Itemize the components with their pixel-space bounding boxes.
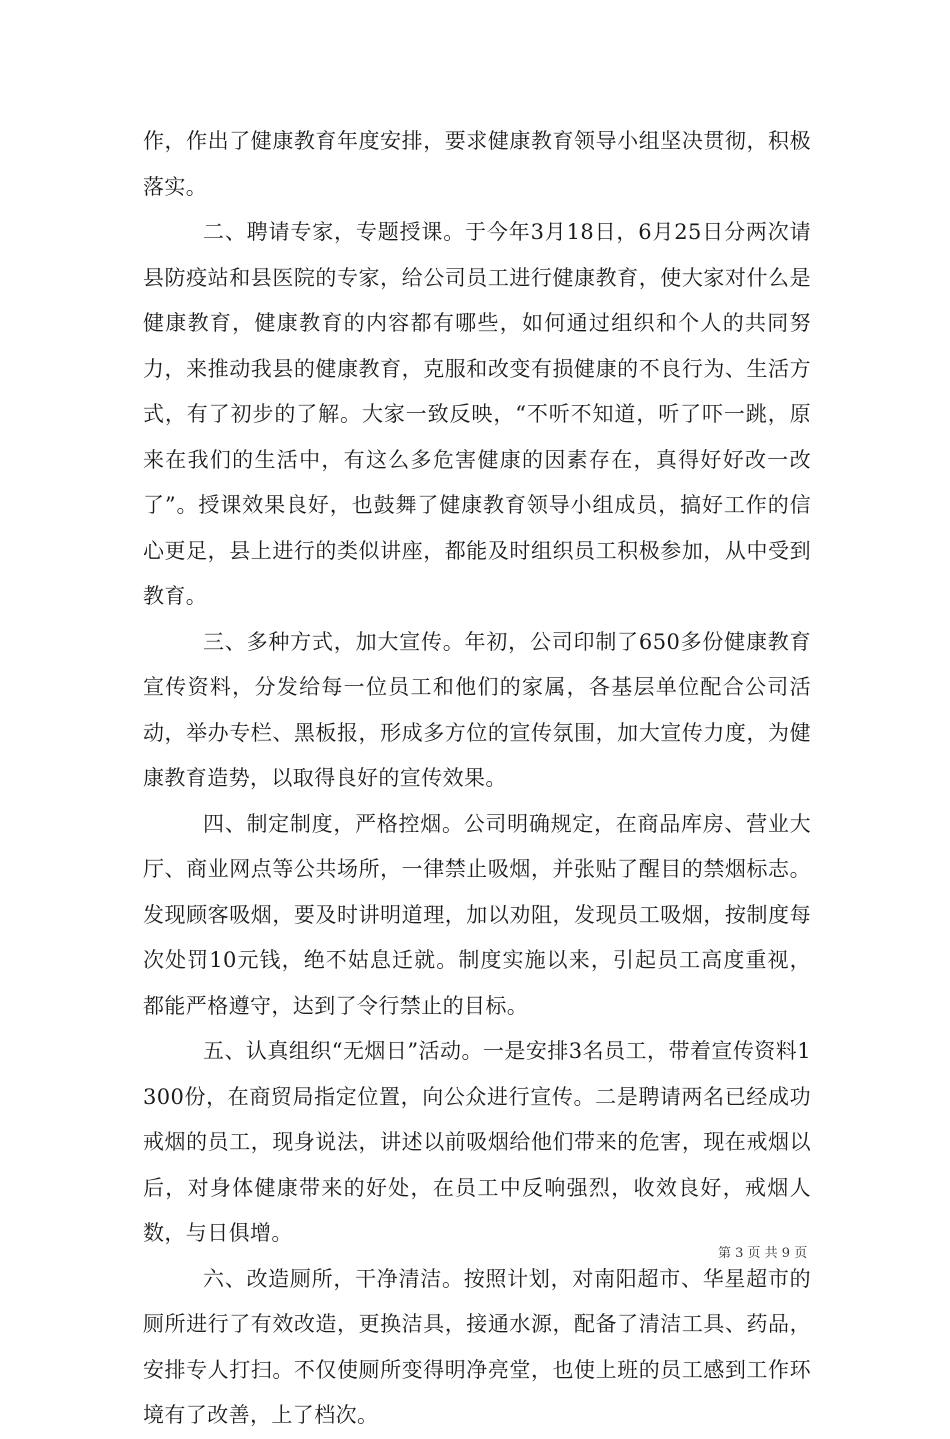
paragraph-section-5: 五、认真组织“无烟日”活动。一是安排3名员工，带着宣传资料1300份，在商贸局指定位置，向公众进行宣传。二是聘请两名已经成功戒烟的员工，现身说法，讲述以前吸烟给他们带来的危害，现在戒烟以后，对身体健康带来的好处，在员工中反响强烈，收效良好，戒烟人数，与日俱增。: [143, 1039, 811, 1245]
paragraph-section-2: 二、聘请专家，专题授课。于今年3月18日，6月25日分两次请县防疫站和县医院的专家，给公司员工进行健康教育，使大家对什么是健康教育，健康教育的内容都有哪些，如何通过组织和个人的共同努力，来推动我县的健康教育，克服和改变有损健康的不良行为、生活方式，有了初步的了解。大家一致反映，“不听不知道，听了吓一跳，原来在我们的生活中，有这么多危害健康的因素存在，真得好好改一改了”。授课效果良好，也鼓舞了健康教育领导小组成员，搞好工作的信心更足，县上进行的类似讲座，都能及时组织员工积极参加，从中受到教育。: [143, 220, 811, 608]
paragraph-section-4: 四、制定制度，严格控烟。公司明确规定，在商品库房、营业大厅、商业网点等公共场所，一律禁止吸烟，并张贴了醒目的禁烟标志。发现顾客吸烟，要及时讲明道理，加以劝阻，发现员工吸烟，按制度每次处罚10元钱，绝不姑息迁就。制度实施以来，引起员工高度重视，都能严格遵守，达到了令行禁止的目标。: [143, 811, 811, 1018]
page-number-footer: 第 3 页 共 9 页: [718, 1246, 808, 1261]
document-body: [143, 119, 811, 1439]
paragraph-section-6: 六、改造厕所，干净清洁。按照计划，对南阳超市、华星超市的厕所进行了有效改造，更换洁具，接通水源，配备了清洁工具、药品，安排专人打扫。不仅使厕所变得明净亮堂，也使上班的员工感到工作环境有了改善，上了档次。: [143, 1266, 811, 1427]
paragraph-section-3: 三、多种方式，加大宣传。年初，公司印制了650多份健康教育宣传资料，分发给每一位员工和他们的家属，各基层单位配合公司活动，举办专栏、黑板报，形成多方位的宣传氛围，加大宣传力度，为健康教育造势，以取得良好的宣传效果。: [143, 629, 811, 790]
paragraph-continuation: 作，作出了健康教育年度安排，要求健康教育领导小组坚决贯彻，积极落实。: [143, 129, 811, 199]
